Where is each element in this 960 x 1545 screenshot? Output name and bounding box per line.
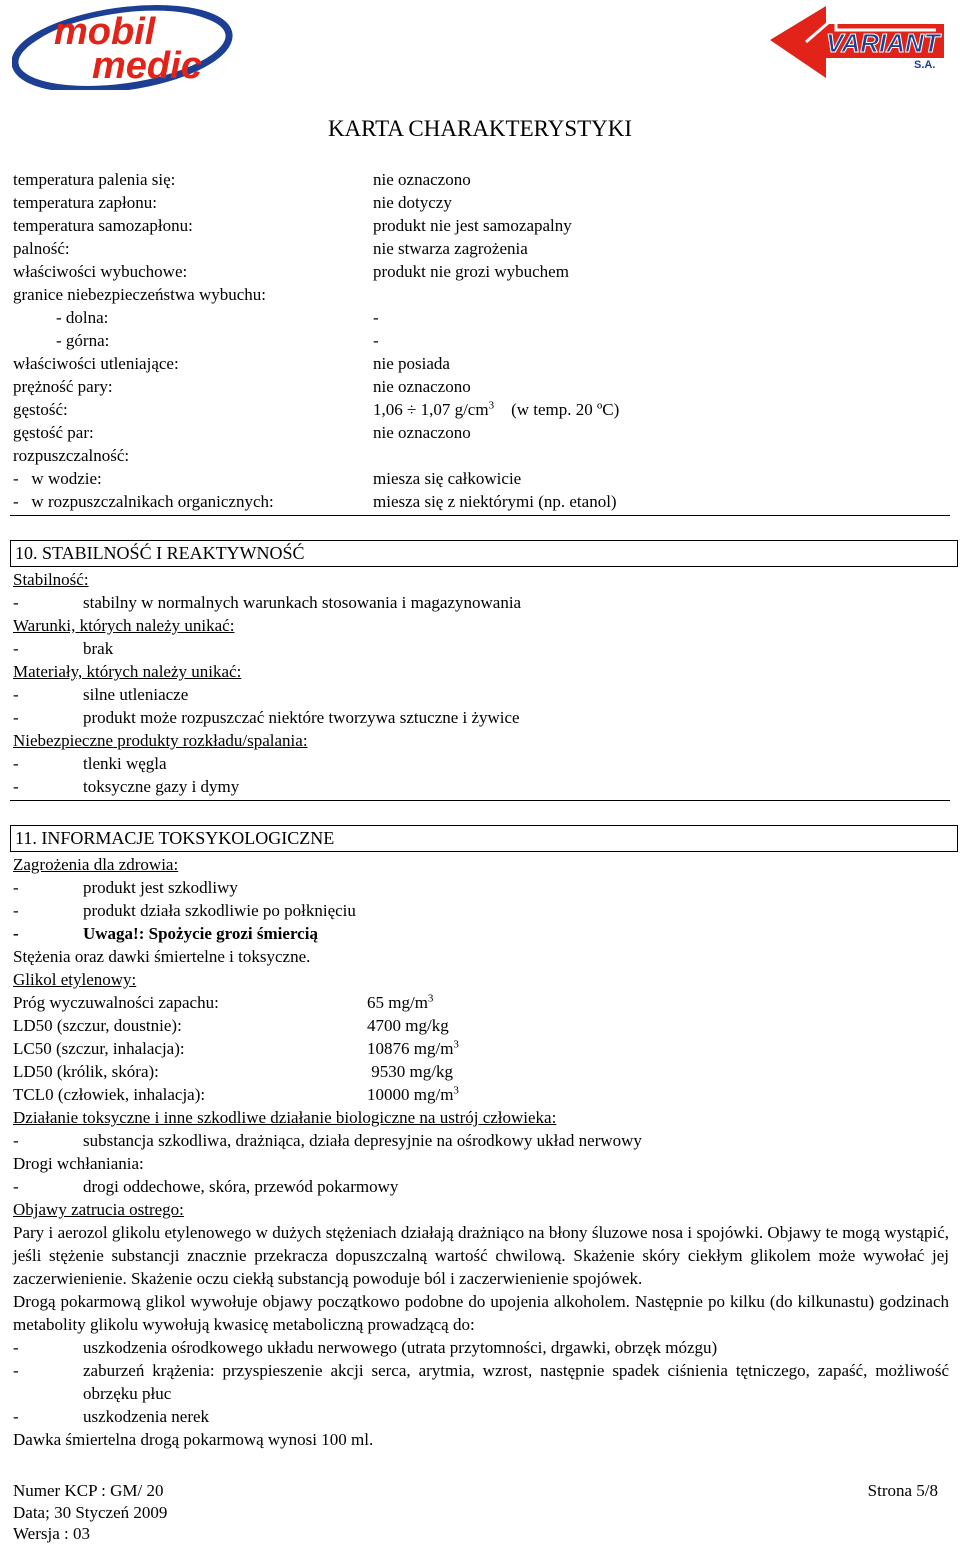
tox-key: LC50 (szczur, inhalacja):: [13, 1039, 185, 1058]
property-label: - w rozpuszczalnikach organicznych:: [13, 492, 274, 511]
tox-value-row: [13, 991, 949, 1014]
list-item: - zaburzeń krążenia: przyspieszenie akcji serca, arytmia, wzrost, następnie spadek ciśnienia tętniczego, zapaść, możliwość obrzęku płuc: [13, 1359, 949, 1405]
property-row: [13, 352, 953, 375]
tox-key: Próg wyczuwalności zapachu:: [13, 993, 219, 1012]
property-value: miesza się z niektórymi (np. etanol): [373, 492, 617, 511]
acute-paragraph: Pary i aerozol glikolu etylenowego w dużych stężeniach działają drażniąco na błony śluzowe nosa i spojówki. Objawy te mogą wystąpić, jeśli stężenie substancji znacznie przekracza dopuszczalną wartość chwilową. Skażenie skóry ciekłym glikolem może wywołać jej zaczerwienienie. Skażenie oczu ciekłą substancją powoduje ból i zaczerwienienie spojówek.: [13, 1223, 949, 1288]
property-label: temperatura palenia się:: [13, 170, 176, 189]
list-item: - silne utleniacze: [13, 683, 949, 706]
logo-text-variant: VARIANT: [826, 28, 940, 58]
property-row: [13, 191, 953, 214]
property-row: [13, 168, 953, 191]
list-item: - drogi oddechowe, skóra, przewód pokarmowy: [13, 1175, 949, 1198]
tox-value-exponent: 3: [427, 992, 434, 1005]
property-value: produkt nie jest samozapalny: [373, 216, 572, 235]
absorption-routes-label: Drogi wchłaniania:: [13, 1154, 144, 1173]
tox-value-text: 10876 mg/m: [367, 1039, 454, 1058]
tox-value-text: 10000 mg/m: [367, 1085, 454, 1104]
tox-value-exponent: 3: [453, 1038, 459, 1051]
property-row: [13, 398, 953, 421]
footer-date: Data; 30 Styczeń 2009: [13, 1502, 168, 1522]
logo-text-sa: S.A.: [914, 59, 936, 71]
property-value: produkt nie grozi wybuchem: [373, 262, 569, 281]
tox-value-row: [13, 1060, 949, 1083]
property-row: [13, 490, 953, 513]
property-label: granice niebezpieczeństwa wybuchu:: [13, 285, 266, 304]
property-value: nie stwarza zagrożenia: [373, 239, 528, 258]
property-value: nie posiada: [373, 354, 450, 373]
property-label: prężność pary:: [13, 377, 113, 396]
property-value: miesza się całkowicie: [373, 469, 522, 488]
list-item: - toksyczne gazy i dymy: [13, 775, 949, 798]
tox-value-row: [13, 1083, 949, 1106]
density-unit-exponent: 3: [488, 399, 495, 412]
section-11-heading: 11. INFORMACJE TOKSYKOLOGICZNE: [10, 825, 958, 852]
property-label: temperatura samozapłonu:: [13, 216, 193, 235]
property-value: nie dotyczy: [373, 193, 452, 212]
footer-number: Numer KCP : GM/ 20: [13, 1481, 164, 1500]
property-row: [13, 260, 953, 283]
property-row: [13, 444, 953, 467]
variant-logo: [766, 2, 952, 86]
tox-value-row: [13, 1037, 949, 1060]
property-label: gęstość par:: [13, 423, 94, 442]
density-value: 1,06 ÷ 1,07 g/cm: [373, 400, 489, 419]
warning-text: - Uwaga!: Spożycie grozi śmiercią: [13, 922, 949, 945]
property-label: rozpuszczalność:: [13, 446, 130, 465]
list-item: - produkt działa szkodliwie po połknięciu: [13, 899, 949, 922]
list-item: - substancja szkodliwa, drażniąca, działa depresyjnie na ośrodkowy układ nerwowy: [13, 1129, 949, 1152]
glycol-label: Glikol etylenowy:: [13, 970, 137, 989]
page-footer: [13, 1480, 938, 1545]
property-label: temperatura zapłonu:: [13, 193, 157, 212]
property-label: właściwości wybuchowe:: [13, 262, 188, 281]
list-item: - produkt jest szkodliwy: [13, 876, 949, 899]
mobil-medic-logo: [12, 2, 244, 90]
section-divider: [10, 515, 950, 516]
logo-text-medic: medic: [92, 45, 202, 87]
tox-value: [367, 1014, 449, 1037]
concentrations-text: Stężenia oraz dawki śmiertelne i toksyczne.: [13, 947, 311, 966]
logo-text-mobil: mobil: [54, 11, 156, 53]
toxic-action-label: Działanie toksyczne i inne szkodliwe działanie biologiczne na ustrój człowieka:: [13, 1108, 557, 1127]
property-row: [13, 214, 953, 237]
decomposition-label: Niebezpieczne produkty rozkładu/spalania:: [13, 731, 308, 750]
property-row: [13, 237, 953, 260]
list-item: - tlenki węgla: [13, 752, 949, 775]
property-value: nie oznaczono: [373, 423, 471, 442]
property-label: właściwości utleniające:: [13, 354, 179, 373]
list-item: - stabilny w normalnych warunkach stosowania i magazynowania: [13, 591, 949, 614]
density-temperature-note: (w temp. 20 ºC): [511, 400, 620, 419]
tox-value: [367, 1037, 459, 1060]
property-label: palność:: [13, 239, 70, 258]
property-row: [13, 421, 953, 444]
tox-value: [367, 991, 433, 1014]
avoid-materials-label: Materiały, których należy unikać:: [13, 662, 242, 681]
tox-key: TCL0 (człowiek, inhalacja):: [13, 1085, 206, 1104]
property-row: [13, 283, 953, 306]
tox-value-text: 4700 mg/kg: [367, 1016, 449, 1035]
acute-poisoning-label: Objawy zatrucia ostrego:: [13, 1200, 184, 1219]
tox-value-exponent: 3: [453, 1084, 459, 1097]
list-item: - brak: [13, 637, 949, 660]
tox-value-text: 65 mg/m: [367, 993, 428, 1012]
lethal-dose-text: Dawka śmiertelna drogą pokarmową wynosi 100 ml.: [13, 1430, 374, 1449]
properties-table: [13, 168, 953, 513]
property-label: - dolna:: [56, 308, 109, 327]
property-value: -: [373, 308, 379, 327]
list-item: - produkt może rozpuszczać niektóre tworzywa sztuczne i żywice: [13, 706, 949, 729]
list-item: - uszkodzenia nerek: [13, 1405, 949, 1428]
property-value: -: [373, 331, 379, 350]
property-value: nie oznaczono: [373, 170, 471, 189]
property-label: - górna:: [56, 331, 110, 350]
footer-version: Wersja : 03: [13, 1524, 90, 1543]
property-value: [373, 398, 619, 421]
property-row: [13, 467, 953, 490]
property-value: nie oznaczono: [373, 377, 471, 396]
property-row: [13, 375, 953, 398]
property-row: [13, 306, 953, 329]
tox-value-text: 9530 mg/kg: [367, 1062, 453, 1081]
section-10-heading: 10. STABILNOŚĆ I REAKTYWNOŚĆ: [10, 540, 958, 567]
stability-label: Stabilność:: [13, 570, 89, 589]
tox-key: LD50 (szczur, doustnie):: [13, 1016, 182, 1035]
health-hazards-label: Zagrożenia dla zdrowia:: [13, 855, 179, 874]
section-11-body: [13, 853, 949, 1451]
avoid-conditions-label: Warunki, których należy unikać:: [13, 616, 235, 635]
property-label: gęstość:: [13, 400, 68, 419]
document-title: KARTA CHARAKTERYSTYKI: [327, 116, 633, 141]
tox-value: [367, 1083, 459, 1106]
section-divider: [10, 800, 950, 801]
section-10-body: [13, 568, 949, 798]
acute-paragraph: Drogą pokarmową glikol wywołuje objawy początkowo podobne do upojenia alkoholem. Następnie po kilku (do kilkunastu) godzinach metabolity glikolu wywołują kwasicę metaboliczną prowadzącą do:: [13, 1292, 949, 1334]
tox-value: [367, 1060, 453, 1083]
property-label: - w wodzie:: [13, 469, 102, 488]
tox-value-row: [13, 1014, 949, 1037]
list-item: - uszkodzenia ośrodkowego układu nerwowego (utrata przytomności, drgawki, obrzęk mózgu): [13, 1336, 949, 1359]
property-row: [13, 329, 953, 352]
tox-key: LD50 (królik, skóra):: [13, 1062, 159, 1081]
page-number: Strona 5/8: [867, 1481, 938, 1500]
